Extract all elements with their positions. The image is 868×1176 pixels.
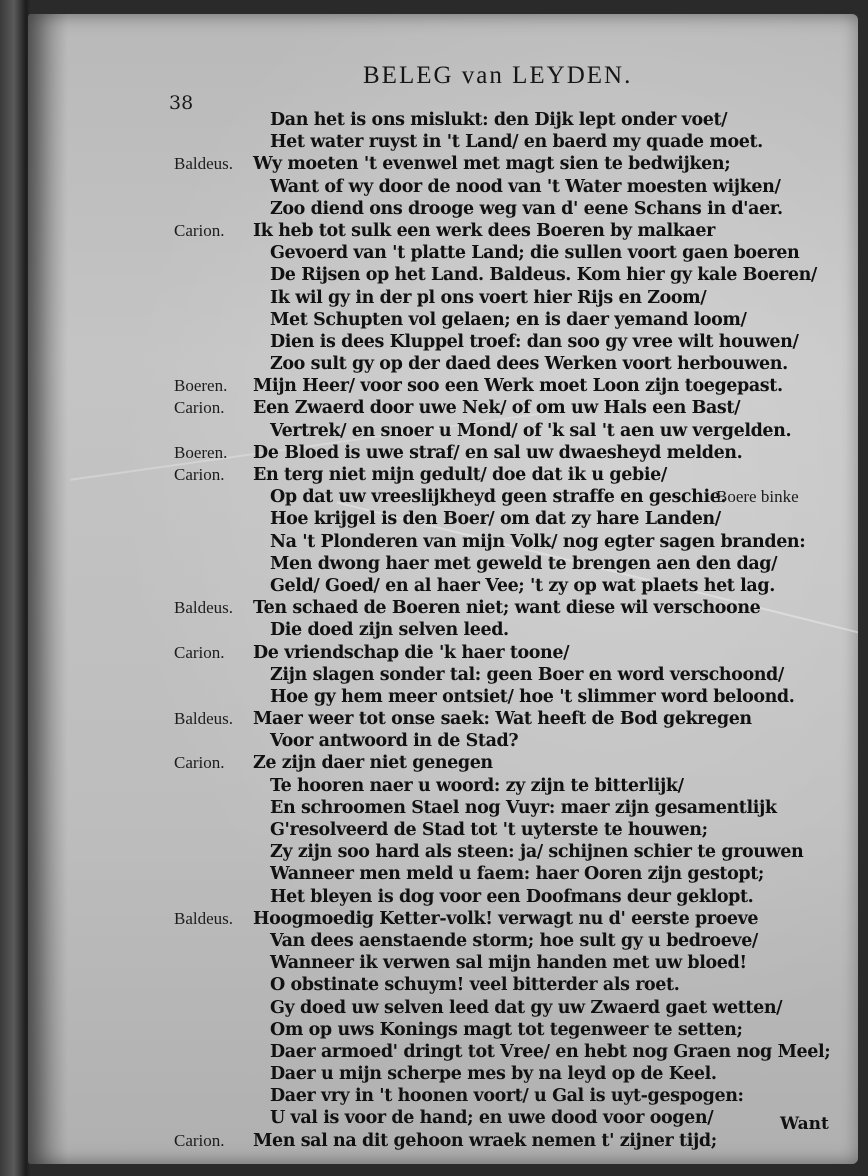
verse-text: Gevoerd van 't platte Land; die sullen voort gaen boeren — [270, 243, 800, 264]
verse-line — [28, 708, 858, 730]
verse-text: Te hooren naer u woord: zy zijn te bitterlijk/ — [270, 775, 684, 796]
verse-line — [28, 619, 858, 641]
verse-text: Vertrek/ en snoer u Mond/ of 'k sal 't aen uw vergelden. — [270, 420, 792, 441]
page-header — [28, 62, 858, 114]
running-title: BELEG van LEYDEN. — [363, 62, 633, 89]
verse-line — [28, 664, 858, 686]
verse-line — [28, 1085, 858, 1107]
speaker-label: Boeren. — [174, 442, 228, 462]
verse-text: Van dees aenstaende storm; hoe sult gy u bedroeve/ — [270, 930, 758, 951]
verse-text: Een Zwaerd door uwe Nek/ of om uw Hals een Bast/ — [253, 398, 741, 419]
verse-line — [28, 886, 858, 908]
page-number: 38 — [169, 92, 194, 114]
verse-line — [28, 198, 858, 220]
verse-text: De Bloed is uwe straf/ en sal uw dwaesheyd melden. — [253, 442, 743, 463]
speaker-label: Boeren. — [174, 376, 228, 396]
verse-text: Dien is dees Kluppel troef: dan soo gy vree wilt houwen/ — [270, 331, 799, 352]
verse-text: Op dat uw vreeslijkheyd geen straffe en geschie. — [270, 487, 727, 508]
verse-text: Hoe krijgel is den Boer/ om dat zy hare Landen/ — [270, 509, 721, 530]
verse-line — [28, 375, 858, 397]
speaker-label: Carion. — [174, 398, 225, 418]
verse-text: Die doed zijn selven leed. — [270, 620, 509, 641]
verse-line — [28, 775, 858, 797]
verse-text: Ten schaed de Boeren niet; want diese wil verschoone — [253, 598, 761, 619]
verse-text: Mijn Heer/ voor soo een Werk moet Loon zijn toegepast. — [253, 376, 783, 397]
verse-line — [28, 642, 858, 664]
verse-line — [28, 442, 858, 464]
verse-line — [28, 531, 858, 553]
speaker-label: Baldeus. — [174, 908, 234, 928]
verse-text: Het bleyen is dog voor een Doofmans deur geklopt. — [270, 886, 754, 907]
verse-text: Ik heb tot sulk een werk dees Boeren by malkaer — [253, 220, 715, 241]
book-page — [28, 14, 858, 1164]
verse-text: Daer armoed' dringt tot Vree/ en hebt nog Graen nog Meel; — [270, 1041, 831, 1062]
verse-text: O obstinate schuym! veel bitterder als roet. — [270, 975, 680, 996]
verse-text: G'resolveerd de Stad tot 't uyterste te houwen; — [270, 820, 708, 840]
verse-text: Zy zijn soo hard als steen: ja/ schijnen schier te grouwen — [270, 842, 804, 863]
verse-line — [28, 730, 858, 752]
verse-line — [28, 264, 858, 286]
verse-text: Men dwong haer met geweld te brengen aen den dag/ — [270, 553, 778, 574]
verse-text: Ik wil gy in der pl ons voert hier Rijs en Zoom/ — [270, 287, 707, 308]
verse-line — [28, 242, 858, 264]
verse-text: Voor antwoord in de Stad? — [270, 731, 519, 752]
verse-text: Dan het is ons mislukt: den Dijk lept onder voet/ — [270, 110, 728, 130]
verse-text: Zoo sult gy op der daed dees Werken voort herbouwen. — [270, 354, 788, 375]
verse-line — [28, 797, 858, 819]
speaker-label: Carion. — [174, 465, 225, 484]
verse-line — [28, 1041, 858, 1063]
speaker-label: Baldeus. — [174, 598, 234, 618]
verse-line — [28, 930, 858, 952]
speaker-label: Carion. — [174, 1130, 225, 1150]
verse-line — [28, 553, 858, 575]
verse-line — [28, 952, 858, 974]
verse-text: Wy moeten 't evenwel met magt sien te bedwijken; — [253, 154, 731, 175]
verse-text: Zijn slagen sonder tal: geen Boer en word verschoond/ — [270, 664, 784, 685]
speaker-label: Carion. — [174, 753, 225, 773]
verse-text: Na 't Plonderen van mijn Volk/ nog egter sagen branden: — [270, 531, 806, 552]
verse-line — [28, 309, 858, 331]
verse-text: En terg niet mijn gedult/ doe dat ik u gebie/ — [253, 465, 667, 485]
verse-text: Met Schupten vol gelaen; en is daer yemand loom/ — [270, 309, 747, 330]
catchword: Want — [780, 1114, 829, 1134]
verse-line — [28, 486, 858, 508]
verse-line — [28, 1019, 858, 1041]
verse-text: De Rijsen op het Land. Baldeus. Kom hier gy kale Boeren/ — [270, 265, 817, 286]
verse-text: Het water ruyst in 't Land/ en baerd my quade moet. — [270, 132, 763, 153]
verse-text: Daer u mijn scherpe mes by na leyd op de Keel. — [270, 1064, 717, 1085]
speaker-label: Baldeus. — [174, 709, 234, 729]
verse-text: De vriendschap die 'k haer toone/ — [253, 642, 570, 663]
speaker-label: Carion. — [174, 642, 225, 662]
verse-line — [28, 131, 858, 153]
verse-text: Geld/ Goed/ en al haer Vee; 't zy op wat plaets het lag. — [270, 575, 775, 596]
verse-line — [28, 974, 858, 996]
verse-text: Gy doed uw selven leed dat gy uw Zwaerd gaet wetten/ — [270, 997, 783, 1018]
verse-line — [28, 1107, 858, 1129]
verse-text: Maer weer tot onse saek: Wat heeft de Bod gekregen — [253, 709, 752, 730]
verse-text: Zoo diend ons drooge weg van d' eene Schans in d'aer. — [270, 198, 783, 219]
verse-line — [28, 1063, 858, 1085]
speaker-label: Carion. — [174, 220, 225, 240]
verse-line — [28, 508, 858, 530]
verse-line — [28, 752, 858, 774]
verse-text: Hoe gy hem meer ontsiet/ hoe 't slimmer word beloond. — [270, 686, 795, 707]
verse-line — [28, 464, 858, 486]
verse-text: Wanneer ik verwen sal mijn handen met uw bloed! — [270, 953, 747, 974]
margin-note: Boere binke — [716, 487, 799, 507]
verse-line — [28, 841, 858, 863]
verse-line — [28, 997, 858, 1019]
verse-line — [28, 353, 858, 375]
verse-text: Om op uws Konings magt tot tegenweer te setten; — [270, 1019, 743, 1040]
verse-text: En schroomen Stael nog Vuyr: maer zijn gesamentlijk — [270, 797, 777, 818]
speaker-label: Baldeus. — [174, 154, 234, 174]
verse-line — [28, 176, 858, 198]
verse-text: Men sal na dit gehoon wraek nemen t' zijner tijd; — [253, 1130, 717, 1151]
verse-line — [28, 331, 858, 353]
verse-line — [28, 287, 858, 309]
verse-line — [28, 1130, 858, 1152]
verse-line — [28, 908, 858, 930]
verse-line — [28, 819, 858, 841]
verse-block — [28, 109, 858, 1152]
verse-text: Hoogmoedig Ketter-volk! verwagt nu d' eerste proeve — [253, 908, 759, 929]
verse-line — [28, 397, 858, 419]
verse-line — [28, 686, 858, 708]
verse-text: Ze zijn daer niet genegen — [253, 753, 493, 774]
verse-line — [28, 863, 858, 885]
verse-line — [28, 597, 858, 619]
verse-text: Want of wy door de nood van 't Water moesten wijken/ — [270, 176, 781, 197]
verse-line — [28, 420, 858, 442]
verse-text: U val is voor de hand; en uwe dood voor oogen/ — [270, 1108, 714, 1129]
verse-line — [28, 220, 858, 242]
verse-line — [28, 575, 858, 597]
verse-text: Wanneer men meld u faem: haer Ooren zijn gestopt; — [270, 864, 764, 885]
verse-line — [28, 153, 858, 175]
verse-line — [28, 109, 858, 131]
verse-text: Daer vry in 't hoonen voort/ u Gal is uyt-gespogen: — [270, 1086, 744, 1107]
